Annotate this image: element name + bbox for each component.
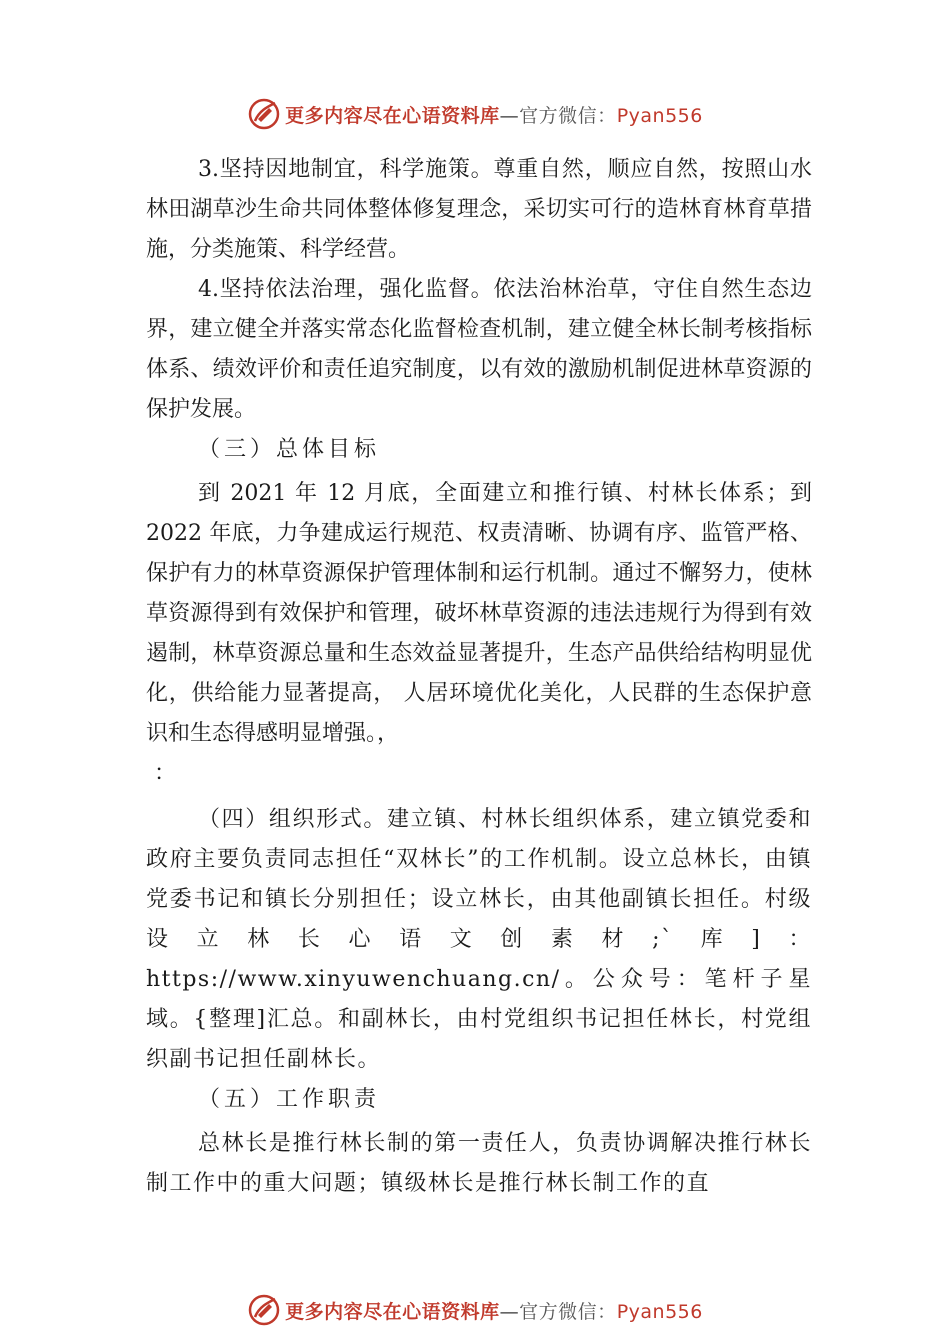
paragraph-overall-goals: 到 2021 年 12 月底，全面建立和推行镇、村林长体系；到 2022 年底，力争建成运行规范、权责清晰、协调有序、监管严格、保护有力的林草资源保护管理体制和运行机制。通过不懈努力，使林草资源得到有效保护和管理，破坏林草资源的违法违规行为得到有效遏制，林草资源总量和生态效益显著提升，生态产品供给结构明显优化，供给能力显著提高， 人居环境优化美化，人民群的生态保护意识和生态得感明显增强。， — [146, 481, 812, 746]
banner-text: 更多内容尽在心语资料库—官方微信：Pyan556 — [285, 1300, 703, 1323]
paragraph-responsibilities: 总林长是推行林长制的第一责任人，负责协调解决推行林长制工作中的重大问题；镇级林长是推行林长制工作的直 — [146, 1131, 812, 1196]
pen-logo-icon — [247, 97, 281, 131]
header-watermark — [0, 94, 950, 134]
section-heading-3: （三）总体目标 — [198, 437, 381, 462]
document-body — [146, 150, 812, 1204]
footer-watermark — [0, 1290, 950, 1330]
stray-colon: ： — [154, 761, 177, 786]
section-heading-5: （五）工作职责 — [198, 1087, 381, 1112]
paragraph-principle-4: 4.坚持依法治理，强化监督。依法治林治草，守住自然生态边界，建立健全并落实常态化监督检查机制，建立健全林长制考核指标体系、绩效评价和责任追究制度，以有效的激励机制促进林草资源的保护发展。 — [146, 277, 812, 422]
paragraph-organization: （四）组织形式。建立镇、村林长组织体系，建立镇党委和政府主要负责同志担任“双林长”的工作机制。设立总林长，由镇党委书记和镇长分别担任；设立林长，由其他副镇长担任。村级设立林长心语文创素材;`库]：https://www.xinyuwenchuang.cn/。公众号：笔杆子星域。{整理]汇总。和副林长，由村党组织书记担任林长，村党组织副书记担任副林长。 — [146, 807, 812, 1072]
pen-logo-icon — [247, 1293, 281, 1327]
paragraph-principle-3: 3.坚持因地制宜，科学施策。尊重自然，顺应自然，按照山水林田湖草沙生命共同体整体修复理念，采切实可行的造林育林育草措施，分类施策、科学经营。 — [146, 157, 812, 262]
banner-text: 更多内容尽在心语资料库—官方微信：Pyan556 — [285, 104, 703, 127]
